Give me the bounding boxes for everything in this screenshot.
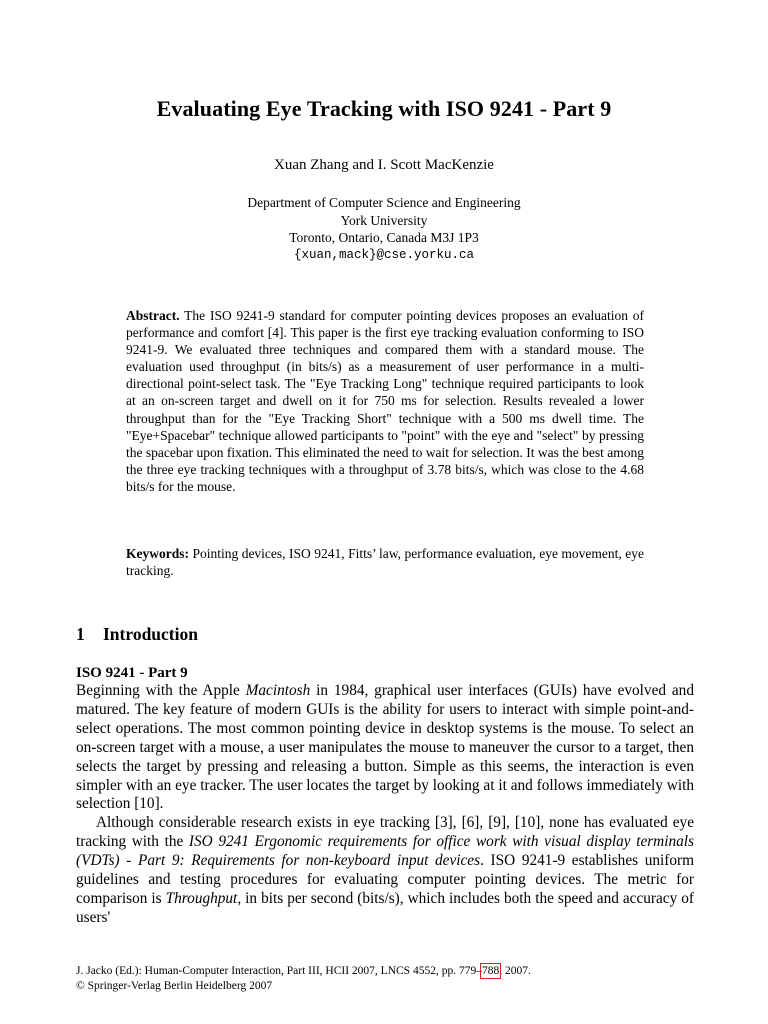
affiliation-block xyxy=(0,194,768,264)
abstract xyxy=(126,307,644,495)
authors: Xuan Zhang and I. Scott MacKenzie xyxy=(274,157,494,173)
subsection-heading: ISO 9241 - Part 9 xyxy=(76,665,188,681)
keywords-text: Pointing devices, ISO 9241, Fitts’ law, performance evaluation, eye movement, eye tracking. xyxy=(126,546,644,579)
body-text xyxy=(76,682,694,928)
section-number: 1 xyxy=(76,624,85,644)
p2-text-c: . ISO 9241-9 establishes uniform guidelines and testing procedures for evaluating computer pointing devices. The metric for comparison is xyxy=(76,852,694,907)
p1-text-c: in 1984, graphical user interfaces (GUIs) have evolved and matured. The key feature of modern GUIs is the ability for users to interact with simple point-and-select operations. The most common pointing device in desktop systems is the mouse. To select an on-screen target with a mouse, a user manipulates the mouse to maneuver the cursor to a target, then selects the target by pressing and releasing a button. Simple as this seems, the interaction is even simpler with an eye tracker. The user locates the target by looking at it and follows immediately with selection [10]. xyxy=(76,682,694,813)
abstract-text: The ISO 9241-9 standard for computer pointing devices proposes an evaluation of performance and comfort [4]. This paper is the first eye tracking evaluation conforming to ISO 9241-9. We evaluated three techniques and compared them with a standard mouse. The evaluation used throughput (in bits/s) as a measurement of user performance in a multi-directional point-select task. The "Eye Tracking Long" technique required participants to look at an on-screen target and dwell on it for 750 ms for selection. Results revealed a lower throughput than for the "Eye Tracking Short" technique with a 500 ms dwell time. The "Eye+Spacebar" technique allowed participants to "point" with the eye and "select" by pressing the spacebar upon fixation. This eliminated the need to wait for selection. It was the best among the three eye tracking techniques with a throughput of 3.78 bits/s, which was close to the 4.68 bits/s for the mouse. xyxy=(126,308,644,494)
section-heading xyxy=(76,624,198,645)
p1-italic: Macintosh xyxy=(245,682,311,699)
university: York University xyxy=(340,212,428,228)
email: {xuan,mack}@cse.yorku.ca xyxy=(293,247,475,262)
paper-title: Evaluating Eye Tracking with ISO 9241 - Part 9 xyxy=(156,96,612,121)
section-title: Introduction xyxy=(103,624,198,644)
citation-year: , 2007. xyxy=(499,965,531,977)
paragraph-1 xyxy=(76,682,694,814)
p1-text-a: Beginning with the Apple xyxy=(76,682,246,699)
p2-standard-title: ISO 9241 Ergonomic requirements for office work with visual display terminals (VDTs) - Part 9: Requirements for non-keyboard input devices xyxy=(76,833,694,870)
p2-text-e: , in bits per second (bits/s), which includes both the speed and accuracy of users' xyxy=(76,889,694,926)
abstract-label: Abstract. xyxy=(126,308,180,323)
citation-text: J. Jacko (Ed.): Human-Computer Interaction, Part III, HCII 2007, LNCS 4552, pp. 779– xyxy=(76,965,482,977)
department: Department of Computer Science and Engineering xyxy=(247,195,521,210)
keywords-label: Keywords: xyxy=(126,546,189,561)
footer xyxy=(76,964,716,993)
page-link[interactable]: 788 xyxy=(481,965,500,977)
keywords xyxy=(126,545,644,579)
copyright: © Springer-Verlag Berlin Heidelberg 2007 xyxy=(76,979,273,992)
citation xyxy=(76,964,716,979)
p2-text-a: Although considerable research exists in eye tracking [3], [6], [9], [10], none has evaluated eye tracking with the xyxy=(76,814,694,851)
paragraph-2 xyxy=(76,814,694,927)
p2-throughput: Throughput xyxy=(165,889,238,907)
address: Toronto, Ontario, Canada M3J 1P3 xyxy=(289,230,479,245)
